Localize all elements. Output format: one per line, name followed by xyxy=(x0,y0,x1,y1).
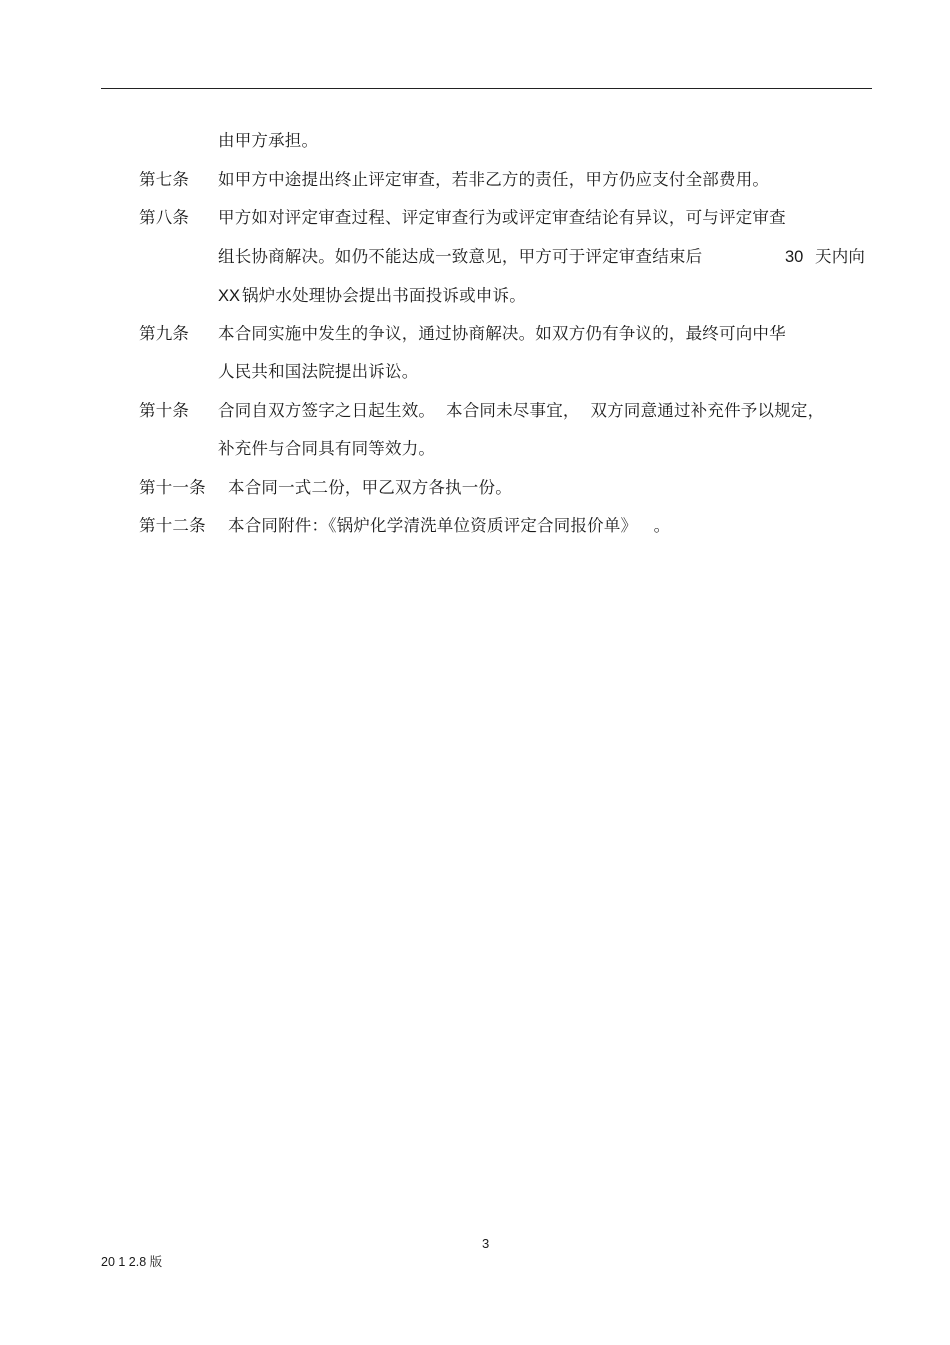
article-12-label: 第十二条 xyxy=(139,516,206,535)
article-8-label: 第八条 xyxy=(139,208,190,227)
page-number: 3 xyxy=(482,1236,490,1251)
article-10-text-line-2: 补充件与合同具有同等效力。 xyxy=(218,439,436,458)
version-label: 20 1 2.8 版 xyxy=(101,1255,163,1269)
article-10-label: 第十条 xyxy=(139,401,190,420)
article-11-text: 本合同一式二份，甲乙双方各执一份。 xyxy=(228,478,512,497)
article-8-text-line-3: 锅炉水处理协会提出书面投诉或申诉。 xyxy=(242,286,526,305)
article-6-continuation: 由甲方承担。 xyxy=(218,131,319,150)
article-8-text-line-2: 组长协商解决。如仍不能达成一致意见，甲方可于评定审查结束后 xyxy=(218,247,703,266)
article-11-label: 第十一条 xyxy=(139,478,206,497)
article-9-label: 第九条 xyxy=(139,324,190,343)
article-10-text-line-1: 合同自双方签字之日起生效。 本合同未尽事宜， 双方同意通过补充件予以规定， xyxy=(218,401,825,420)
article-7-text: 如甲方中途提出终止评定审查，若非乙方的责任，甲方仍应支付全部费用。 xyxy=(218,170,770,189)
article-12-text: 本合同附件：《锅炉化学清洗单位资质评定合同报价单》 。 xyxy=(228,516,671,535)
article-8-days-number: 30 xyxy=(785,248,804,266)
article-9-text-line-1: 本合同实施中发生的争议，通过协商解决。如双方仍有争议的，最终可向中华 xyxy=(218,324,786,343)
article-8-text-line-1: 甲方如对评定审查过程、评定审查行为或评定审查结论有异议，可与评定审查 xyxy=(218,208,786,227)
header-rule xyxy=(101,88,872,89)
article-7-label: 第七条 xyxy=(139,170,190,189)
article-8-xx-prefix: XX xyxy=(218,287,241,305)
article-9-text-line-2: 人民共和国法院提出诉讼。 xyxy=(218,362,419,381)
article-8-text-line-2-end: 天内向 xyxy=(815,247,866,266)
